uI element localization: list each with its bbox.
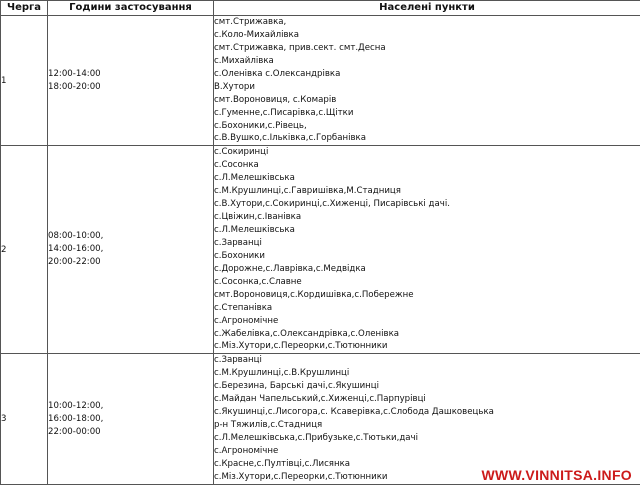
- place-entry: с.Михайлівка: [214, 55, 274, 66]
- place-entry: с.Дорожне,с.Лаврівка,с.Медвідка: [214, 263, 366, 274]
- site-watermark: WWW.VINNITSA.INFO: [481, 467, 632, 483]
- hours-range: 08:00-10:00,: [48, 231, 104, 242]
- place-entry: с.М.Крушлинці,с.В.Крушлинці: [214, 368, 350, 379]
- table-row: [1, 146, 640, 354]
- place-entry: с.Агрономічне: [214, 445, 279, 456]
- place-entry: с.Степанівка: [214, 302, 273, 313]
- place-entry: р-н Тяжилів,с.Стадниця: [214, 420, 323, 431]
- hours-cell: [48, 16, 214, 146]
- places-cell: [214, 146, 640, 354]
- place-entry: с.Оленівка с.Олександрівка: [214, 68, 341, 79]
- place-entry: смт.Стрижавка, прив.сект. смт.Десна: [214, 42, 386, 53]
- place-entry: В.Хутори: [214, 81, 255, 92]
- place-entry: с.Майдан Чапельський,с.Хиженці,с.Парпурівці: [214, 394, 426, 405]
- place-entry: с.Міз.Хутори,с.Переорки,с.Тютюнники: [214, 471, 388, 482]
- hours-range: 18:00-20:00: [48, 81, 101, 92]
- hours-range: 10:00-12:00,: [48, 400, 104, 411]
- place-entry: с.Жабелівка,с.Олександрівка,с.Оленівка: [214, 328, 400, 339]
- place-entry: с.Л.Мелешківська: [214, 173, 295, 184]
- place-entry: с.Міз.Хутори,с.Переорки,с.Тютюнники: [214, 341, 388, 352]
- hours-cell: [48, 146, 214, 354]
- hours-range: 14:00-16:00,: [48, 244, 104, 255]
- hours-range: 12:00-14:00: [48, 68, 101, 79]
- places-cell: [214, 354, 640, 484]
- place-entry: с.Березина, Барські дачі,с.Якушинці: [214, 381, 380, 392]
- place-entry: с.Сокиринці: [214, 147, 269, 158]
- place-entry: с.Бохоники,с.Рівець,: [214, 120, 307, 131]
- place-entry: с.Коло-Михайлівка: [214, 29, 300, 40]
- schedule-body: [1, 16, 640, 485]
- place-entry: смт.Вороновиця, с.Комарів: [214, 94, 337, 105]
- place-entry: смт.Вороновиця,с.Кордишівка,с.Побережне: [214, 289, 414, 300]
- place-entry: с.М.Крушлинці,с.Гавришівка,М.Стадниця: [214, 186, 401, 197]
- queue-number: 1: [1, 16, 48, 146]
- hours-range: 20:00-22:00: [48, 257, 101, 268]
- place-entry: с.Л.Мелешківська,с.Прибузьке,с.Тютьки,дачі: [214, 433, 418, 443]
- header-row: [1, 1, 640, 16]
- place-entry: с.Сосонка,с.Славне: [214, 276, 302, 287]
- place-entry: с.Цвіжин,с.Іванівка: [214, 212, 302, 223]
- place-entry: с.Якушинці,с.Лисогора,с. Ксаверівка,с.Слобода Дашковецька: [214, 407, 494, 418]
- hours-cell: [48, 354, 214, 484]
- table-row: [1, 16, 640, 146]
- place-entry: с.Гуменне,с.Писарівка,с.Щітки: [214, 107, 354, 118]
- place-entry: с.В.Вушко,с.Ільківка,с.Горбанівка: [214, 133, 366, 144]
- queue-number: 3: [1, 354, 48, 484]
- hours-range: 22:00-00:00: [48, 426, 101, 437]
- place-entry: с.Зарванці: [214, 355, 262, 366]
- place-entry: с.Л.Мелешківська: [214, 225, 295, 235]
- places-cell: [214, 16, 640, 146]
- places-header: Населені пункти: [214, 1, 640, 16]
- queue-number: 2: [1, 146, 48, 354]
- place-entry: с.Зарванці: [214, 237, 262, 248]
- hours-range: 16:00-18:00,: [48, 413, 104, 424]
- place-entry: с.Бохоники: [214, 250, 265, 261]
- table-row: [1, 354, 640, 484]
- place-entry: с.В.Хутори,с.Сокиринці,с.Хиженці, Писарівські дачі.: [214, 199, 450, 210]
- queue-header: Черга: [1, 1, 48, 16]
- place-entry: с.Агрономічне: [214, 315, 279, 326]
- place-entry: с.Сосонка: [214, 160, 259, 171]
- place-entry: смт.Стрижавка,: [214, 17, 287, 27]
- place-entry: с.Красне,с.Пултівці,с.Лисянка: [214, 458, 351, 469]
- hours-header: Години застосування: [48, 1, 214, 16]
